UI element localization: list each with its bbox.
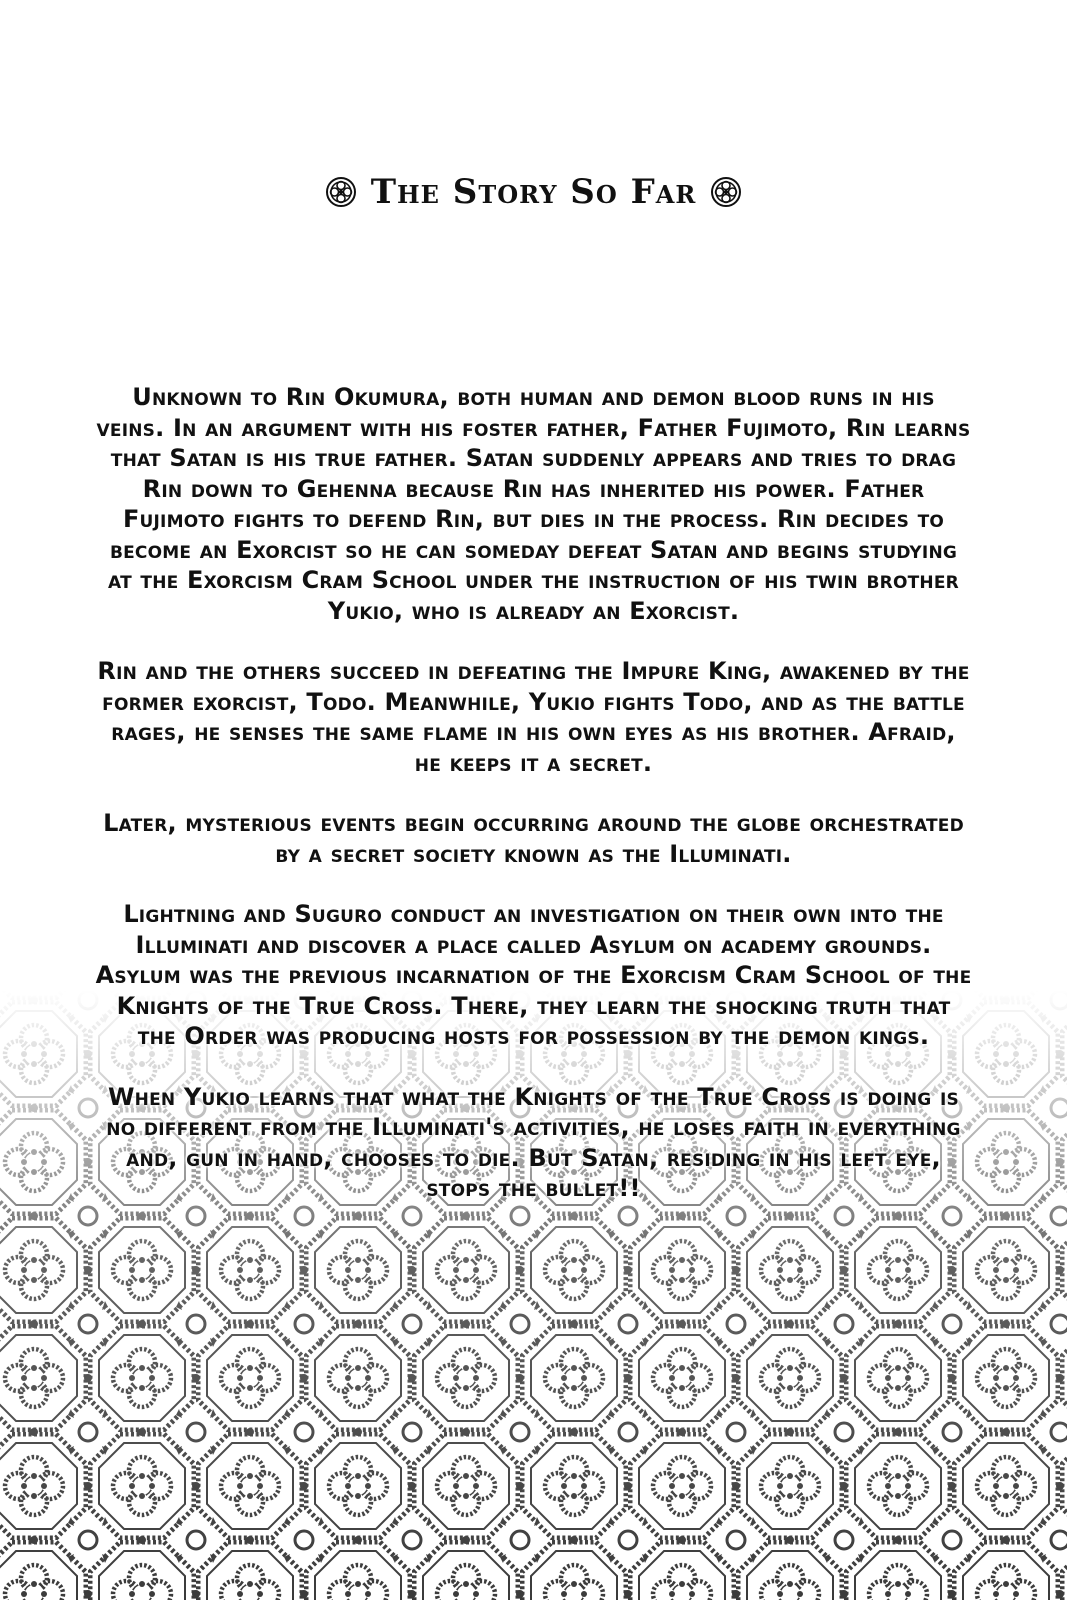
story-paragraph: Lightning and Suguro conduct an investigation on their own into the Illuminati and discover a place called Asylum on academy grounds. Asylum was the previous incarnation of the Exorcism Cram School of the Knights of the True Cross. There, they learn the shocking truth that the Order was producing hosts for possession by the demon kings. [95,900,972,1050]
story-paragraph: Unknown to Rin Okumura, both human and demon blood runs in his veins. In an argument with his foster father, Father Fujimoto, Rin learns that Satan is his true father. Satan suddenly appears and tries to drag Rin down to Gehenna because Rin has inherited his power. Father Fujimoto fights to defend Rin, but dies in the process. Rin decides to become an Exorcist so he can someday defeat Satan and begins studying at the Exorcism Cram School under the instruction of his twin brother Yukio, who is already an Exorcist. [96,383,971,625]
story-body [95,382,972,1234]
story-paragraph: When Yukio learns that what the Knights of the True Cross is doing is no different from the Illuminati's activities, he loses faith in everything and, gun in hand, chooses to die. But Satan, residing in his left eye, stops the bullet!! [106,1082,961,1202]
title-row [0,172,1067,212]
story-paragraph: Rin and the others succeed in defeating the Impure King, awakened by the former exorcist, Todo. Meanwhile, Yukio fights Todo, and as the battle rages, he senses the same flame in his own eyes as his brother. Afraid, he keeps it a secret. [97,657,970,777]
page-title: The Story So Far [370,172,697,212]
story-paragraph: Later, mysterious events begin occurring around the globe orchestrated by a secret society known as the Illuminati. [103,809,964,868]
rosette-icon [325,176,357,208]
rosette-icon [710,176,742,208]
